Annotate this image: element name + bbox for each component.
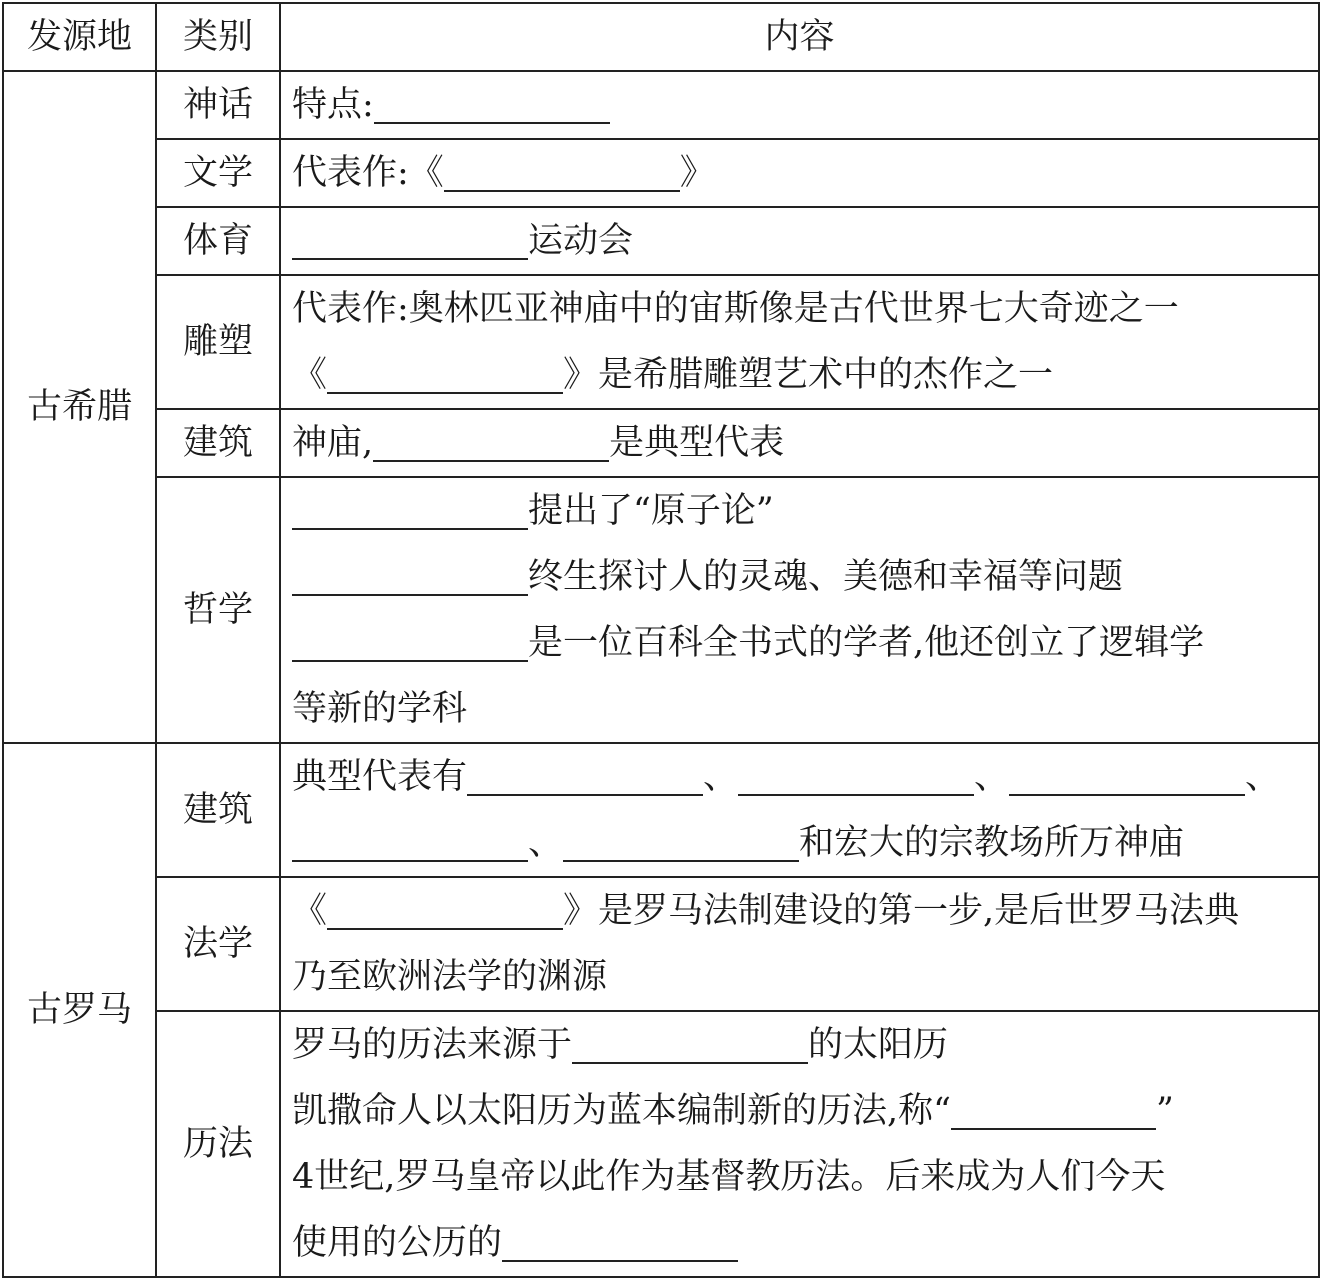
text: 的太阳历 <box>808 1025 949 1065</box>
text: 代表作:《 <box>292 153 444 193</box>
culture-table <box>2 2 1320 1278</box>
content-cell <box>280 139 1319 207</box>
category-cell: 建筑 <box>156 409 280 477</box>
text-line <box>292 342 1318 408</box>
answer-blank[interactable] <box>467 792 703 796</box>
content-cell <box>280 743 1319 877</box>
answer-blank[interactable] <box>327 926 563 930</box>
text-line <box>292 544 1318 610</box>
text: 是典型代表 <box>609 423 785 463</box>
answer-blank[interactable] <box>572 1060 808 1064</box>
separator: 、 <box>1245 757 1281 797</box>
content-cell <box>280 275 1319 409</box>
header-content: 内容 <box>280 3 1319 71</box>
text-line: 代表作:奥林匹亚神庙中的宙斯像是古代世界七大奇迹之一 <box>292 289 1179 329</box>
answer-blank[interactable] <box>444 188 680 192</box>
answer-blank[interactable] <box>951 1126 1156 1130</box>
answer-blank[interactable] <box>327 390 563 394</box>
separator: 、 <box>528 823 564 863</box>
text-line: 等新的学科 <box>292 689 468 729</box>
text: 》是希腊雕塑艺术中的杰作之一 <box>563 355 1054 395</box>
content-cell <box>280 71 1319 139</box>
text: 罗马的历法来源于 <box>292 1025 573 1065</box>
text: 终生探讨人的灵魂、美德和幸福等问题 <box>528 557 1124 597</box>
text: 运动会 <box>528 221 634 261</box>
origin-rome: 古罗马 <box>3 743 156 1277</box>
text: 典型代表有 <box>292 757 468 797</box>
text-line <box>292 744 1318 810</box>
header-row <box>3 3 1319 71</box>
answer-blank[interactable] <box>738 792 974 796</box>
text-line: 4世纪,罗马皇帝以此作为基督教历法。后来成为人们今天 <box>292 1157 1166 1197</box>
category-cell: 雕塑 <box>156 275 280 409</box>
table-row <box>3 743 1319 877</box>
text: ” <box>1156 1091 1174 1131</box>
category-cell: 法学 <box>156 877 280 1011</box>
answer-blank[interactable] <box>373 458 609 462</box>
category-cell: 建筑 <box>156 743 280 877</box>
text: 特点: <box>292 85 374 125</box>
text-line <box>292 1210 1318 1276</box>
header-origin: 发源地 <box>3 3 156 71</box>
content-cell <box>280 409 1319 477</box>
document <box>2 2 1320 1263</box>
text: 》是罗马法制建设的第一步,是后世罗马法典 <box>563 891 1240 931</box>
text-line <box>292 410 1318 476</box>
text-line <box>292 478 1318 544</box>
text-line <box>292 878 1318 944</box>
answer-blank[interactable] <box>292 858 528 862</box>
content-cell <box>280 207 1319 275</box>
text: 》 <box>679 153 715 193</box>
origin-greece: 古希腊 <box>3 71 156 743</box>
answer-blank[interactable] <box>563 858 799 862</box>
answer-blank[interactable] <box>292 658 528 662</box>
table-row <box>3 71 1319 139</box>
header-category: 类别 <box>156 3 280 71</box>
text: 和宏大的宗教场所万神庙 <box>799 823 1185 863</box>
text-line <box>292 1078 1318 1144</box>
table-row <box>3 477 1319 743</box>
answer-blank[interactable] <box>292 592 528 596</box>
text-line <box>292 1012 1318 1078</box>
text-line <box>292 208 1318 274</box>
text: 是一位百科全书式的学者,他还创立了逻辑学 <box>528 623 1205 663</box>
table-row <box>3 1011 1319 1277</box>
category-cell: 神话 <box>156 71 280 139</box>
text: 《 <box>292 355 328 395</box>
answer-blank[interactable] <box>374 120 610 124</box>
answer-blank[interactable] <box>1009 792 1245 796</box>
table-row <box>3 207 1319 275</box>
content-cell <box>280 477 1319 743</box>
text-line <box>292 72 1318 138</box>
separator: 、 <box>974 757 1010 797</box>
answer-blank[interactable] <box>502 1258 738 1262</box>
text-line <box>292 810 1318 876</box>
answer-blank[interactable] <box>292 256 528 260</box>
text: 提出了“原子论” <box>528 491 774 531</box>
table-row <box>3 139 1319 207</box>
category-cell: 哲学 <box>156 477 280 743</box>
text-line <box>292 140 1318 206</box>
text: 神庙, <box>292 423 374 463</box>
text: 凯撒命人以太阳历为蓝本编制新的历法,称“ <box>292 1091 952 1131</box>
content-cell <box>280 1011 1319 1277</box>
content-cell <box>280 877 1319 1011</box>
text: 使用的公历的 <box>292 1223 503 1263</box>
table-row <box>3 877 1319 1011</box>
category-cell: 历法 <box>156 1011 280 1277</box>
separator: 、 <box>703 757 739 797</box>
category-cell: 文学 <box>156 139 280 207</box>
table-row <box>3 409 1319 477</box>
text-line: 乃至欧洲法学的渊源 <box>292 957 608 997</box>
table-row <box>3 275 1319 409</box>
answer-blank[interactable] <box>292 526 528 530</box>
text-line <box>292 610 1318 676</box>
text: 《 <box>292 891 328 931</box>
category-cell: 体育 <box>156 207 280 275</box>
